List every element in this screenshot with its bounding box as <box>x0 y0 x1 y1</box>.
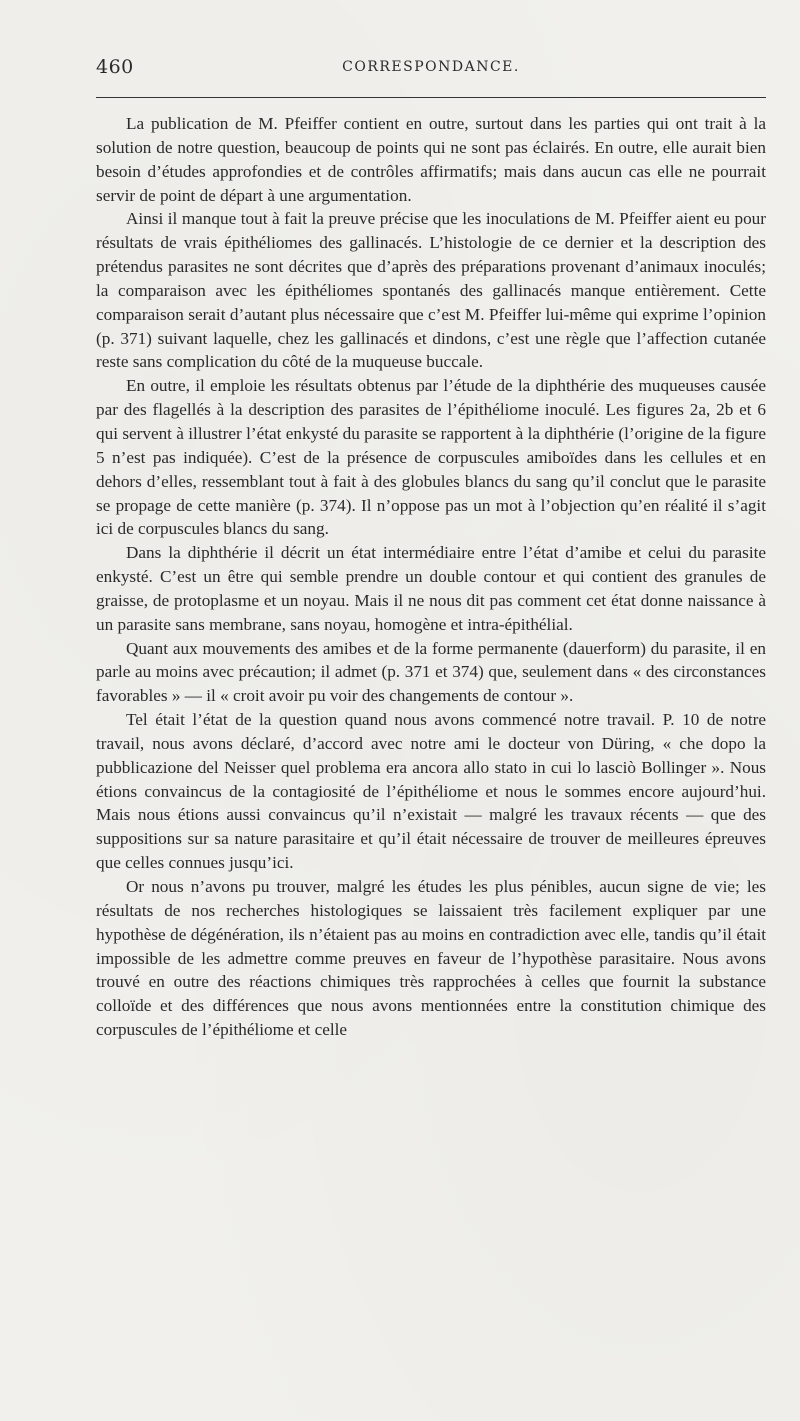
paragraph: Dans la diphthérie il décrit un état intermédiaire entre l’état d’amibe et celui du parasite enkysté. C’est un être qui semble prendre un double contour et qui contient des granules de graisse, de protoplasme et un noyau. Mais il ne nous dit pas comment cet état donne naissance à un parasite sans membrane, sans noyau, homogène et intra-épithélial. <box>96 543 766 634</box>
body-text <box>96 112 766 1042</box>
paragraph: Quant aux mouvements des amibes et de la forme permanente (dauerform) du parasite, il en parle au moins avec précaution; il admet (p. 371 et 374) que, seulement dans « des circonstances favorables » — il « croit avoir pu voir des changements de contour ». <box>96 638 766 706</box>
paragraph: La publication de M. Pfeiffer contient en outre, surtout dans les parties qui ont trait à la solution de notre question, beaucoup de points qui ne sont pas éclairés. En outre, elle aurait bien besoin d’études approfondies et de contrôles affirmatifs; mais dans aucun cas elle ne pourrait servir de point de départ à une argumentation. <box>96 114 766 205</box>
paragraph: En outre, il emploie les résultats obtenus par l’étude de la diphthérie des muqueuses causée par des flagellés à la description des parasites de l’épithéliome inoculé. Les figures 2a, 2b et 6 qui servent à illustrer l’état enkysté du parasite se rapportent à la diphthérie (l’origine de la figure 5 n’est pas indiquée). C’est de la présence de corpuscules amiboïdes dans les cellules et en dehors d’elles, ressemblant tout à fait à des globules blancs du sang qu’il conclut que le parasite se propage de cette manière (p. 374). Il n’oppose pas un mot à l’objection qu’en réalité il s’agit ici de corpuscules blancs du sang. <box>96 376 766 539</box>
paragraph: Tel était l’état de la question quand nous avons commencé notre travail. P. 10 de notre travail, nous avons déclaré, d’accord avec notre ami le docteur von Düring, « che dopo la pubblicazione del Neisser quel problema era ancora allo stato in cui lo lasciò Bollinger ». Nous étions convaincus de la contagiosité de l’épithéliome et nous le sommes encore aujourd’hui. Mais nous étions aussi convaincus qu’il n’existait — malgré les travaux récents — que des suppositions sur sa nature parasitaire et qu’il était nécessaire de trouver de meilleures épreuves que celles connues jusqu’ici. <box>96 710 766 873</box>
page-header <box>96 56 766 88</box>
header-rule <box>96 97 766 98</box>
paragraph: Ainsi il manque tout à fait la preuve précise que les inoculations de M. Pfeiffer aient eu pour résultats de vrais épithéliomes des gallinacés. L’histologie de ce dernier et la description des prétendus parasites ne sont décrites que d’après des préparations provenant d’animaux inoculés; la comparaison avec les épithéliomes spontanés des gallinacés manque entièrement. Cette comparaison serait d’autant plus nécessaire que c’est M. Pfeiffer lui-même qui exprime l’opinion (p. 371) suivant laquelle, chez les gallinacés et dindons, c’est une règle que l’affection cutanée reste sans complication du côté de la muqueuse buccale. <box>96 209 766 372</box>
paragraph: Or nous n’avons pu trouver, malgré les études les plus pénibles, aucun signe de vie; les résultats de nos recherches histologiques se laissaient très facilement expliquer par une hypothèse de dégénération, ils n’étaient pas au moins en contradiction avec elle, tandis qu’il était impossible de les admettre comme preuves en faveur de l’hypothèse parasitaire. Nous avons trouvé en outre des réactions chimiques très rapprochées à celles que fournit la substance colloïde et des différences que nous avons mentionnées entre la constitution chimique des corpuscules de l’épithéliome et celle <box>96 877 766 1040</box>
running-title: CORRESPONDANCE. <box>342 59 520 75</box>
page-number: 460 <box>96 56 134 78</box>
